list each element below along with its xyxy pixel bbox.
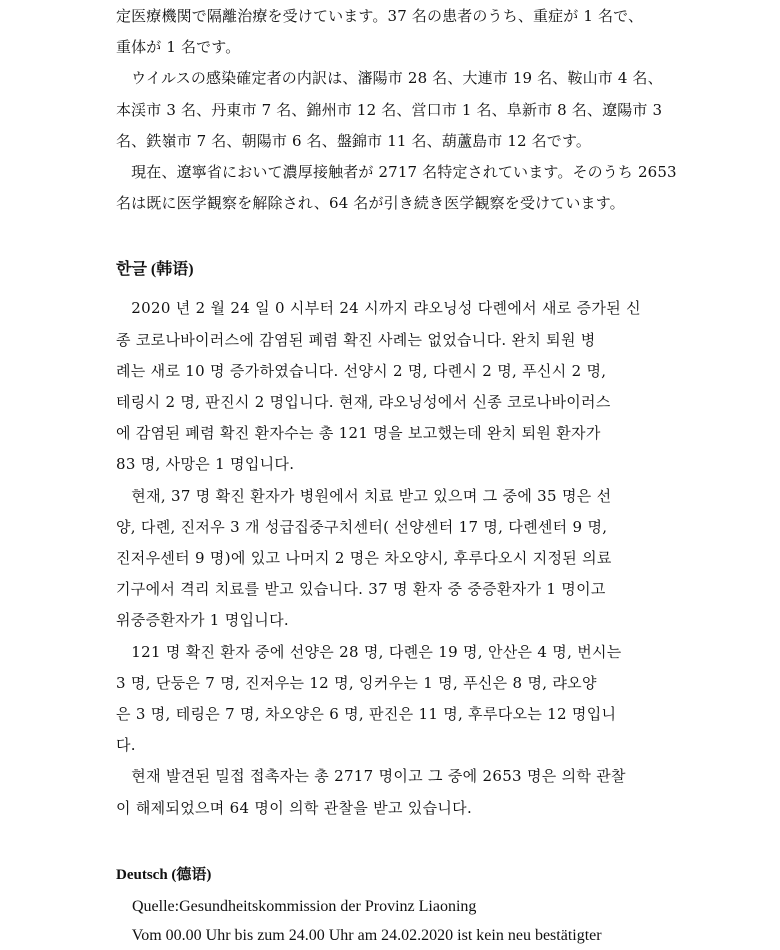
korean-heading: 한글 (韩语) (116, 261, 194, 279)
text-line: 2020 년 2 월 24 일 0 시부터 24 시까지 랴오닝성 다롄에서 새로 증가된 신 (116, 299, 641, 318)
japanese-section (116, 1, 677, 219)
text-line: 3 명, 단둥은 7 명, 진저우는 12 명, 잉커우는 1 명, 푸신은 8 명, 랴오양 (116, 673, 597, 692)
jp-paragraph-3 (116, 157, 677, 219)
text-line: 重体が 1 名です。 (116, 38, 241, 57)
text-line: 名、鉄嶺市 7 名、朝陽市 6 名、盤錦市 11 名、葫蘆島市 12 名です。 (116, 131, 592, 150)
text-line: 현재, 37 명 확진 환자가 병원에서 치료 받고 있으며 그 중에 35 명은 선 (116, 486, 612, 505)
section-spacer (116, 219, 662, 253)
jp-paragraph-2 (116, 63, 662, 157)
text-line: ウイルスの感染確定者の内訳は、瀋陽市 28 名、大連市 19 名、鞍山市 4 名、 (116, 69, 663, 88)
jp-paragraph-1 (116, 1, 662, 63)
source-line: Quelle:Gesundheitskommission der Provinz Liaoning (116, 897, 477, 915)
section-spacer (116, 824, 662, 858)
german-heading: Deutsch (德语) (116, 866, 212, 883)
text-line: 83 명, 사망은 1 명입니다. (116, 455, 295, 474)
kr-paragraph-2 (116, 481, 662, 637)
text-line: 에 감염된 폐렴 확진 환자수는 총 121 명을 보고했는데 완치 퇴원 환자가 (116, 424, 601, 443)
text-line: 기구에서 격리 치료를 받고 있습니다. 37 명 환자 중 중증환자가 1 명이고 (116, 580, 606, 599)
document-page (116, 0, 677, 950)
kr-paragraph-4 (116, 761, 662, 823)
german-section (116, 858, 662, 950)
text-line: 현재 발견된 밀접 접촉자는 총 2717 명이고 그 중에 2653 명은 의학 관찰 (116, 767, 626, 786)
text-line: 례는 새로 10 명 증가하였습니다. 선양시 2 명, 다롄시 2 명, 푸신시 2 명, (116, 361, 607, 380)
text-line: 종 코로나바이러스에 감염된 폐렴 확진 사례는 없었습니다. 완치 퇴원 병 (116, 330, 596, 349)
text-line: 위중증환자가 1 명입니다. (116, 611, 289, 630)
text-line: 테링시 2 명, 판진시 2 명입니다. 현재, 랴오닝성에서 신종 코로나바이러스 (116, 393, 611, 412)
korean-section (116, 253, 662, 823)
text-line: 진저우센터 9 명)에 있고 나머지 2 명은 차오양시, 후루다오시 지정된 의료 (116, 549, 612, 568)
kr-paragraph-3 (116, 637, 662, 762)
kr-paragraph-1 (116, 293, 662, 480)
text-line: 이 해제되었으며 64 명이 의학 관찰을 받고 있습니다. (116, 798, 473, 817)
text-line: 定医療機関で隔離治療を受けています。37 名の患者のうち、重症が 1 名で、 (116, 7, 644, 25)
text-line: 本渓市 3 名、丹東市 7 名、錦州市 12 名、営口市 1 名、阜新市 8 名、遼陽市 3 (116, 100, 663, 119)
text-line: 은 3 명, 테링은 7 명, 차오양은 6 명, 판진은 11 명, 후루다오는 12 명입니 (116, 705, 617, 724)
text-line: Vom 00.00 Uhr bis zum 24.00 Uhr am 24.02.2020 ist kein neu bestätigter (116, 926, 602, 944)
text-line: 121 명 확진 환자 중에 선양은 28 명, 다롄은 19 명, 안산은 4 명, 번시는 (116, 642, 622, 661)
text-line: 現在、遼寧省において濃厚接触者が 2717 名特定されています。そのうち 2653 (116, 163, 677, 182)
text-line: 양, 다롄, 진저우 3 개 성급집중구치센터( 선양센터 17 명, 다롄센터 9 명, (116, 517, 608, 536)
text-line: 名は既に医学観察を解除され、64 名が引き続き医学観察を受けています。 (116, 194, 625, 213)
text-line: 다. (116, 736, 136, 755)
